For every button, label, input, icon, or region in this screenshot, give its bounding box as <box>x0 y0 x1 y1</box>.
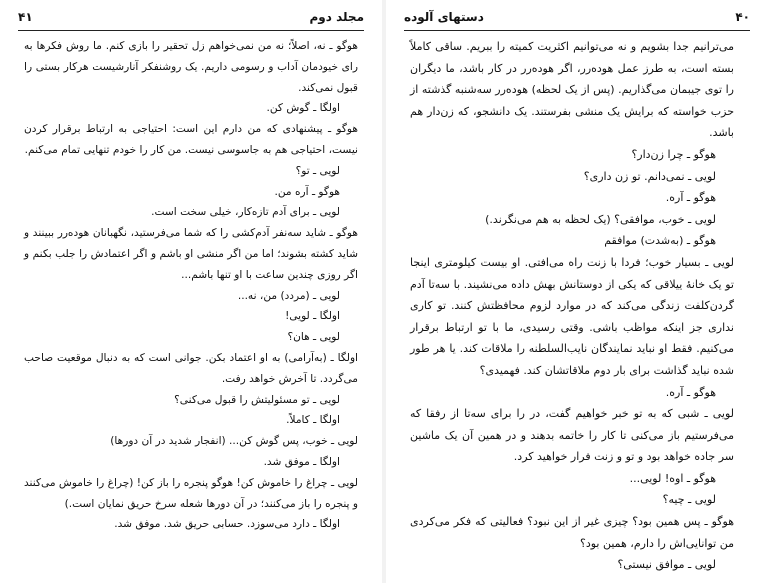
left-page <box>0 0 382 583</box>
left-running-title: مجلد دوم <box>309 10 364 24</box>
right-page <box>386 0 768 583</box>
paragraph: لویی ـ موافق نیستی؟ <box>617 558 716 572</box>
left-page-header <box>18 10 364 28</box>
paragraph: هوگو ـ اوه! لویی... <box>629 471 716 485</box>
paragraph: لویی ـ (مردد) من، نه... <box>237 289 340 302</box>
paragraph: لویی ـ تو مسئولیتش را قبول می‌کنی؟ <box>174 393 340 406</box>
paragraph: لویی ـ نمی‌دانم. تو زن داری؟ <box>583 169 716 183</box>
paragraph: هوگو ـ چرا زن‌دار؟ <box>631 147 716 161</box>
right-page-body <box>410 36 734 576</box>
paragraph: لویی ـ چراغ را خاموش کن! هوگو پنجره را باز کن! (چراغ را خاموش می‌کنند و پنجره را باز می‌کنند؛ در آن دورها شعله سرخ حریق نمایان است.) <box>24 476 358 510</box>
right-page-number: ۴۰ <box>735 10 750 24</box>
paragraph: لویی ـ چیه؟ <box>662 493 716 507</box>
paragraph: لویی ـ هان؟ <box>287 331 340 344</box>
right-page-header <box>404 10 750 28</box>
paragraph: هوگو ـ نه، اصلاً؛ نه من نمی‌خواهم زل تحقیر را بازی کنم. ما روش فکرها به رای خیودمان آداب و رسومی داریم. یک روشنفکر آنارشیست هرکار بستی را قبول نمی‌کند. <box>24 40 358 94</box>
left-header-rule <box>18 30 364 31</box>
paragraph: هوگو ـ آره. <box>665 385 716 399</box>
paragraph: اولگا ـ لویی! <box>285 310 340 323</box>
paragraph: لویی ـ تو؟ <box>295 164 340 177</box>
paragraph: لویی ـ شبی که به تو خبر خواهیم گفت، در را برای سه‌تا از رفقا که می‌فرستیم باز می‌کنی تا کار را خاتمه بدهند و در همین آن یک ماشین سر جاده خواهد بود و تو و زنت فرار خواهید کرد. <box>410 407 734 464</box>
paragraph: لویی ـ بسیار خوب؛ فردا با زنت راه می‌افتی. او بیست کیلومتری اینجا تو یک خانهٔ ییلاقی که یکی از دوستانش بهش داده می‌نشیند. با سه‌تا آدم گردن‌کلفت زندگی می‌کند که در موارد لزوم محافظتش کنند. تو کاری نداری جز اینکه مواظب باشی. وقتی رسیدی، ما با تو ارتباط برقرار می‌کنیم. فقط او نباید نمایندگان نایب‌السلطنه را ملاقات کند. یا هر طور شده نباید گذاشت برای بار دوم ملاقاتشان کند. فهمیدی؟ <box>410 255 734 377</box>
paragraph: اولگا ـ (به‌آرامی) به او اعتماد بکن. جوانی است که به دنبال موقعیت صاحب می‌گردد. تا آخرش خواهد رفت. <box>24 351 358 385</box>
right-header-rule <box>404 30 750 31</box>
paragraph: هوگو ـ شاید سه‌نفر آدم‌کشی را که شما می‌فرستید، نگهبانان هوده‌رر ببینند و شاید کشته بشوند؛ اما من اگر منشی او باشم و اگر اعتمادش را جلب بکنم و اگر روزی چندین ساعت با او تنها باشم... <box>24 227 358 281</box>
paragraph: هوگو ـ آره. <box>665 191 716 205</box>
paragraph: لویی ـ برای آدم تازه‌کار، خیلی سخت است. <box>151 206 340 219</box>
paragraph: می‌ترانیم جدا بشویم و نه می‌توانیم اکثریت کمیته را ببریم. ساقی کاملاً بسته است، به طرز عمل هوده‌رر، اگر هوده‌رر در کار باشد، ما دیگران را توی جیبمان می‌گذاریم. (پس از یک لحظه) هوده‌رر سه‌شنبه گذشته از حزب خواسته که برایش یک منشی بفرستند. یک دانشجو، که زن‌دار هم باشد. <box>410 40 734 140</box>
paragraph: هوگو ـ پس همین بود؟ چیزی غیر از این نبود؟ فعالیتی که فکر می‌کردی من توانایی‌اش را دارم، همین بود؟ <box>410 515 734 550</box>
paragraph: اولگا ـ گوش کن. <box>266 102 340 115</box>
paragraph: لویی ـ خوب، پس گوش کن... (انفجار شدید در آن دورها) <box>110 435 358 448</box>
paragraph: اولگا ـ کاملاً. <box>286 414 340 427</box>
paragraph: لویی ـ خوب، موافقی؟ (یک لحظه به هم می‌نگرند.) <box>485 212 716 226</box>
paragraph: هوگو ـ آره من. <box>274 185 340 198</box>
left-page-body <box>24 36 358 535</box>
paragraph: هوگو ـ (به‌شدت) موافقم <box>604 234 716 248</box>
paragraph: اولگا ـ موفق شد. <box>263 455 340 468</box>
right-running-title: دستهای آلوده <box>404 10 484 24</box>
paragraph: هوگو ـ پیشنهادی که من دارم این است: احتیاجی به ارتباط برقرار کردن نیست، احتیاجی هم به جاسوسی نیست. من کار را خودم تنهایی تمام می‌کنم. <box>24 123 358 156</box>
left-page-number: ۴۱ <box>18 10 33 24</box>
paragraph: اولگا ـ دارد می‌سوزد. حسابی حریق شد. موفق شد. <box>114 518 340 531</box>
